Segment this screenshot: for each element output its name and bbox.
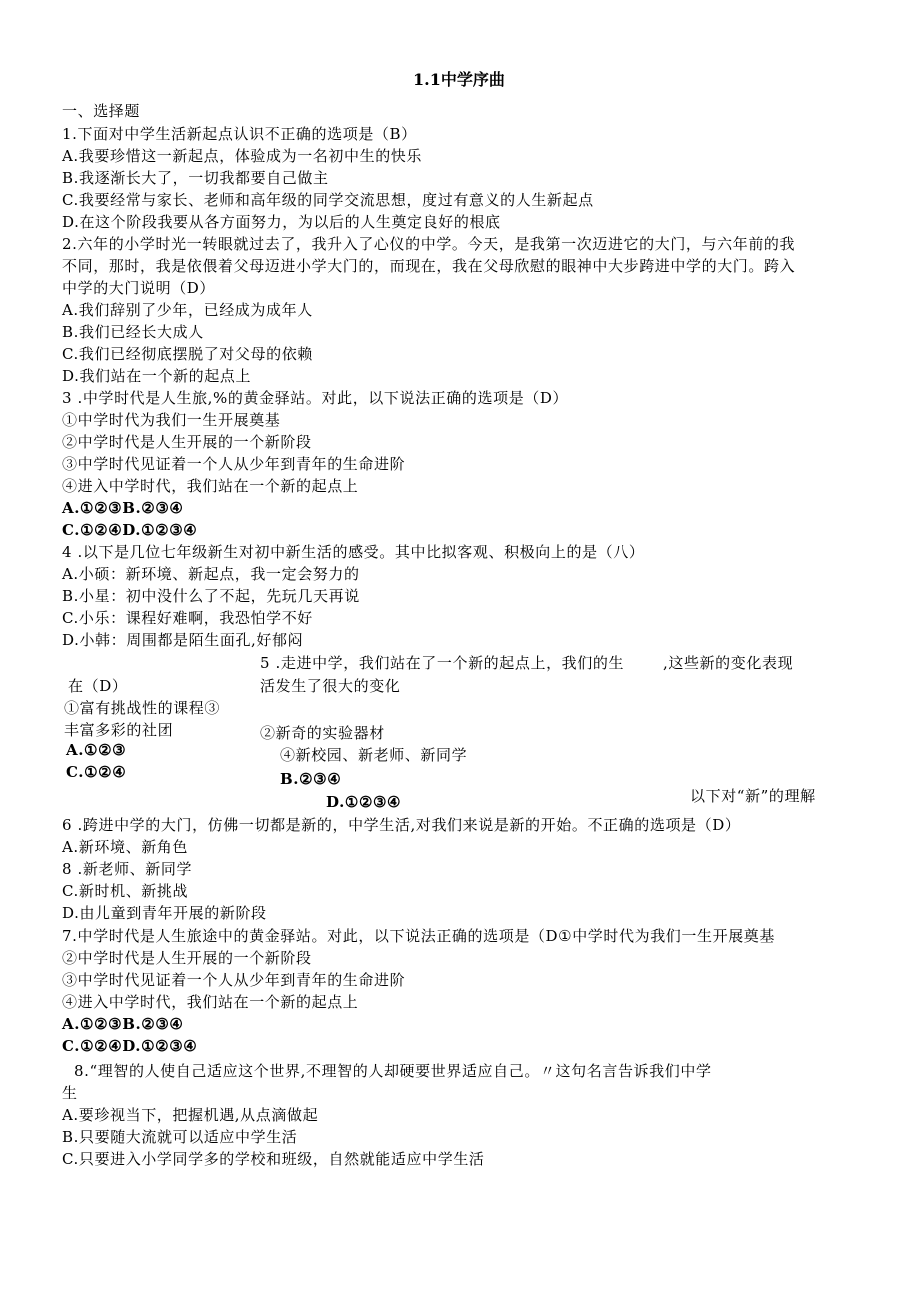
q5-trailing-text: 以下对“新”的理解 [690, 787, 816, 805]
q5-stem-part3: 活发生了很大的变化 [260, 677, 401, 695]
q8-stem-line2: 生 [62, 1084, 78, 1102]
q6-stem: 6 .跨进中学的大门，仿佛一切都是新的，中学生活,对我们来说是新的开始。不正确的选项是（D） [62, 816, 741, 834]
q1-option-b: B.我逐渐长大了，一切我都要自己做主 [62, 169, 329, 187]
q7-stem: 7.中学时代是人生旅途中的黄金驿站。对此，以下说法正确的选项是（D①中学时代为我们一生开展奠基 [62, 927, 775, 945]
q6-option-a: A.新环境、新角色 [62, 838, 189, 856]
q5-statement-1-3: ①富有挑战性的课程③ [64, 699, 221, 717]
q3-statement-1: ①中学时代为我们一生开展奠基 [62, 411, 281, 429]
q3-options-cd: C.①②④D.①②③④ [62, 521, 198, 539]
q5-answer-prefix: 在（D） [68, 677, 128, 695]
q8-option-c: C.只要进入小学同学多的学校和班级，自然就能适应中学生活 [62, 1150, 485, 1168]
q4-option-d: D.小韩：周围都是陌生面孔,好郁闷 [62, 631, 304, 649]
q4-option-a: A.小硕：新环境、新起点，我一定会努力的 [62, 565, 360, 583]
q5-statement-3-cont: 丰富多彩的社团 [64, 721, 174, 739]
q5-option-d: D.①②③④ [326, 793, 402, 811]
q3-statement-2: ②中学时代是人生开展的一个新阶段 [62, 433, 312, 451]
q3-statement-4: ④进入中学时代，我们站在一个新的起点上 [62, 477, 359, 495]
q7-statement-4: ④进入中学时代，我们站在一个新的起点上 [62, 993, 359, 1011]
q2-stem-line2: 不同，那时，我是依偎着父母迈进小学大门的，而现在，我在父母欣慰的眼神中大步跨进中学的大门。跨入 [62, 257, 796, 275]
q6-option-c: C.新时机、新挑战 [62, 882, 189, 900]
q2-stem-line1: 2.六年的小学时光一转眼就过去了，我升入了心仪的中学。今天，是我第一次迈进它的大门，与六年前的我 [62, 235, 796, 253]
q5-statement-4: ④新校园、新老师、新同学 [280, 746, 468, 764]
q3-options-ab: A.①②③B.②③④ [62, 499, 184, 517]
q2-option-a: A.我们辞别了少年，已经成为成年人 [62, 301, 313, 319]
q1-option-c: C.我要经常与家长、老师和高年级的同学交流思想，度过有意义的人生新起点 [62, 191, 594, 209]
q6-option-d: D.由儿童到青年开展的新阶段 [62, 904, 267, 922]
q3-stem: 3 .中学时代是人生旅,%的黄金驿站。对此，以下说法正确的选项是（D） [62, 389, 569, 407]
q1-option-a: A.我要珍惜这一新起点，体验成为一名初中生的快乐 [62, 147, 423, 165]
q2-option-b: B.我们已经长大成人 [62, 323, 204, 341]
q8-option-a: A.要珍视当下，把握机遇,从点滴做起 [62, 1106, 319, 1124]
q2-option-c: C.我们已经彻底摆脱了对父母的依赖 [62, 345, 313, 363]
q3-statement-3: ③中学时代见证着一个人从少年到青年的生命进阶 [62, 455, 406, 473]
section-heading: 一、选择题 [62, 102, 141, 120]
q7-options-cd: C.①②④D.①②③④ [62, 1037, 198, 1055]
q4-stem: 4 .以下是几位七年级新生对初中新生活的感受。其中比拟客观、积极向上的是（八） [62, 543, 645, 561]
q6-option-b: 8 .新老师、新同学 [62, 860, 193, 878]
q7-statement-2: ②中学时代是人生开展的一个新阶段 [62, 949, 312, 967]
q5-option-a: A.①②③ [66, 741, 127, 759]
q8-option-b: B.只要随大流就可以适应中学生活 [62, 1128, 298, 1146]
q4-option-b: B.小星：初中没什么了不起，先玩几天再说 [62, 587, 360, 605]
q2-stem-line3: 中学的大门说明（D） [62, 279, 216, 297]
q5-option-c: C.①②④ [66, 763, 127, 781]
q1-stem: 1.下面对中学生活新起点认识不正确的选项是（B） [62, 125, 417, 143]
q8-stem-line1: 8.“理智的人使自己适应这个世界,不理智的人却硬要世界适应自己。〃这句名言告诉我们中学 [74, 1062, 712, 1080]
q5-statement-2: ②新奇的实验器材 [260, 724, 385, 742]
q2-option-d: D.我们站在一个新的起点上 [62, 367, 252, 385]
q7-statement-3: ③中学时代见证着一个人从少年到青年的生命进阶 [62, 971, 406, 989]
q7-options-ab: A.①②③B.②③④ [62, 1015, 184, 1033]
q5-option-b: B.②③④ [280, 770, 342, 788]
q1-option-d: D.在这个阶段我要从各方面努力，为以后的人生奠定良好的根底 [62, 213, 501, 231]
q5-stem-part1: 5 .走进中学，我们站在了一个新的起点上，我们的生 [260, 654, 625, 672]
q4-option-c: C.小乐：课程好难啊，我恐怕学不好 [62, 609, 313, 627]
page-title: 1.1中学序曲 [413, 70, 505, 89]
q5-stem-part2: ,这些新的变化表现 [663, 654, 794, 672]
